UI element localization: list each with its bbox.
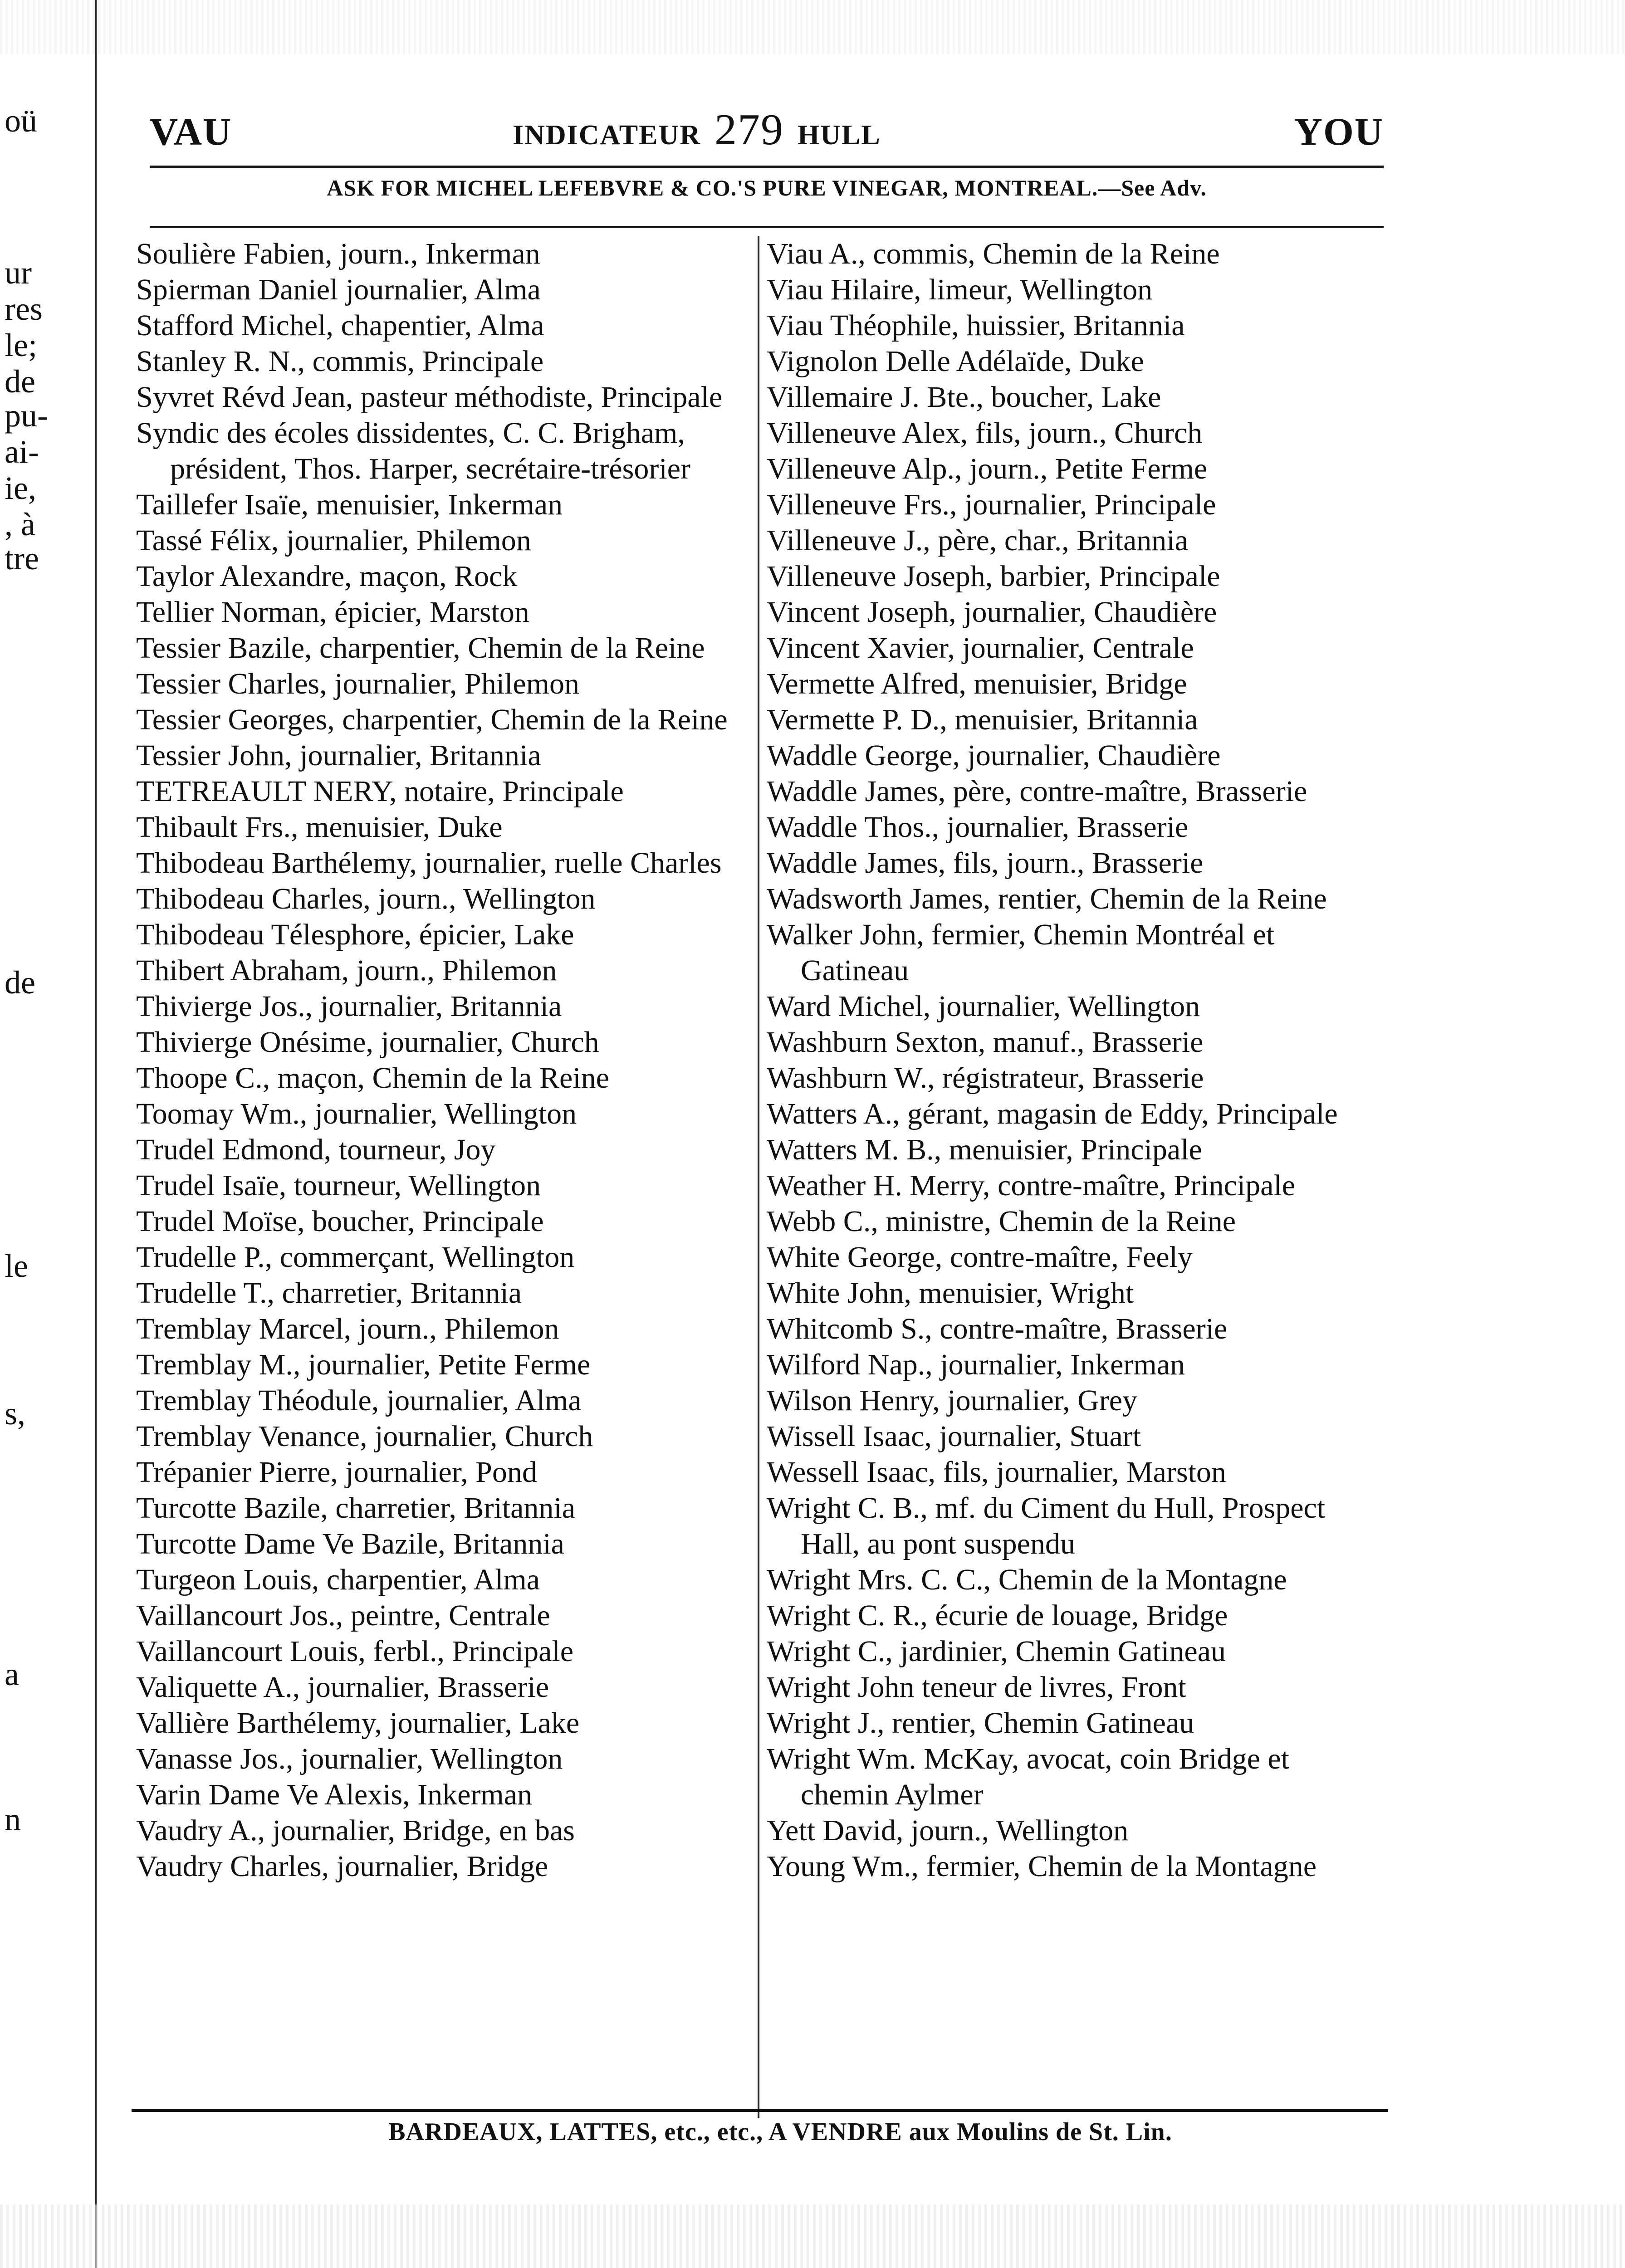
directory-entry: Tremblay M., journalier, Petite Ferme xyxy=(136,1348,591,1381)
strip-text: de xyxy=(5,964,35,1001)
directory-entry: Thibault Frs., menuisier, Duke xyxy=(136,811,503,844)
directory-entry: Vaudry Charles, journalier, Bridge xyxy=(136,1850,548,1883)
directory-entry: Thibodeau Barthélemy, journalier, ruelle Charles xyxy=(136,846,722,880)
advertisement-banner: ASK FOR MICHEL LEFEBVRE & CO.'S PURE VINEGAR, MONTREAL.—See Adv. xyxy=(327,175,1207,200)
directory-entry: Thivierge Jos., journalier, Britannia xyxy=(136,990,562,1023)
directory-entry: Vermette P. D., menuisier, Britannia xyxy=(767,703,1198,736)
strip-text: de xyxy=(5,363,35,400)
running-header xyxy=(150,100,1384,154)
strip-text: a xyxy=(5,1656,19,1692)
directory-entry: Wissell Isaac, journalier, Stuart xyxy=(767,1420,1141,1453)
directory-entry: Valiquette A., journalier, Brasserie xyxy=(136,1671,549,1704)
directory-entry: Wright John teneur de livres, Front xyxy=(767,1671,1186,1704)
directory-entry: Thivierge Onésime, journalier, Church xyxy=(136,1026,599,1059)
directory-entry: Wright J., rentier, Chemin Gatineau xyxy=(767,1706,1194,1740)
directory-entry: Trudelle P., commerçant, Wellington xyxy=(136,1241,575,1274)
directory-entry: Vanasse Jos., journalier, Wellington xyxy=(136,1742,563,1775)
footer-rule xyxy=(132,2109,1388,2112)
directory-entry: Villeneuve J., père, char., Britannia xyxy=(767,524,1188,557)
directory-entry: Vincent Joseph, journalier, Chaudière xyxy=(767,596,1217,629)
directory-entry: Tassé Félix, journalier, Philemon xyxy=(136,524,531,557)
strip-text: , à xyxy=(5,506,35,543)
directory-entry: Trudel Edmond, tourneur, Joy xyxy=(136,1133,496,1166)
directory-entry: Viau Théophile, huissier, Britannia xyxy=(767,309,1185,342)
directory-entry: Webb C., ministre, Chemin de la Reine xyxy=(767,1205,1236,1238)
directory-entry: Spierman Daniel journalier, Alma xyxy=(136,273,541,306)
directory-entry: Vaillancourt Jos., peintre, Centrale xyxy=(136,1599,550,1632)
directory-entry: Vincent Xavier, journalier, Centrale xyxy=(767,631,1194,665)
directory-entry: Varin Dame Ve Alexis, Inkerman xyxy=(136,1778,533,1811)
directory-entry: Tremblay Théodule, journalier, Alma xyxy=(136,1384,582,1417)
column-divider xyxy=(758,236,759,2118)
strip-text: ie, xyxy=(5,470,36,506)
directory-entry: Waddle George, journalier, Chaudière xyxy=(767,739,1221,772)
directory-entry: Waddle James, fils, journ., Brasserie xyxy=(767,846,1204,880)
directory-entry: Wright Wm. McKay, avocat, coin Bridge et chemin Aylmer xyxy=(767,1742,1290,1811)
directory-entry: Waddle Thos., journalier, Brasserie xyxy=(767,811,1189,844)
directory-entry: Villeneuve Joseph, barbier, Principale xyxy=(767,560,1220,593)
strip-text: ai- xyxy=(5,434,39,470)
directory-entry: Washburn Sexton, manuf., Brasserie xyxy=(767,1026,1204,1059)
header-label: INDICATEUR xyxy=(513,120,701,151)
strip-text: ur xyxy=(5,254,32,291)
directory-entry: Wadsworth James, rentier, Chemin de la Reine xyxy=(767,882,1327,915)
directory-entry: Wright Mrs. C. C., Chemin de la Montagne xyxy=(767,1563,1287,1596)
left-column xyxy=(136,236,753,1884)
banner-rule xyxy=(150,226,1384,228)
directory-entry: Taillefer Isaïe, menuisier, Inkerman xyxy=(136,488,563,521)
directory-entry: Syndic des écoles dissidentes, C. C. Brigham, président, Thos. Harper, secrétaire-trésorier xyxy=(136,416,690,485)
directory-entry: Yett David, journ., Wellington xyxy=(767,1814,1129,1847)
directory-entry: Villeneuve Alp., journ., Petite Ferme xyxy=(767,452,1208,485)
directory-entry: Weather H. Merry, contre-maître, Principale xyxy=(767,1169,1296,1202)
directory-entry: Washburn W., régistrateur, Brasserie xyxy=(767,1061,1204,1095)
directory-entry: Vaillancourt Louis, ferbl., Principale xyxy=(136,1635,574,1668)
directory-entry: Stafford Michel, chapentier, Alma xyxy=(136,309,544,342)
directory-entry: Villeneuve Alex, fils, journ., Church xyxy=(767,416,1203,450)
directory-entry: Tellier Norman, épicier, Marston xyxy=(136,596,529,629)
directory-entry: Waddle James, père, contre-maître, Brasserie xyxy=(767,775,1307,808)
strip-text: pu- xyxy=(5,397,48,434)
strip-text: oü xyxy=(5,103,37,139)
header-left-guide: VAU xyxy=(150,110,232,153)
header-city: HULL xyxy=(798,120,881,151)
directory-entry: Walker John, fermier, Chemin Montréal et Gatineau xyxy=(767,918,1275,987)
header-center xyxy=(513,104,881,155)
strip-text: s, xyxy=(5,1395,26,1432)
directory-entry: Wessell Isaac, fils, journalier, Marston xyxy=(767,1456,1226,1489)
directory-entry: Tessier Charles, journalier, Philemon xyxy=(136,667,580,700)
directory-entry: Soulière Fabien, journ., Inkerman xyxy=(136,237,540,270)
directory-entry: Villemaire J. Bte., boucher, Lake xyxy=(767,381,1161,414)
directory-entry: Young Wm., fermier, Chemin de la Montagne xyxy=(767,1850,1317,1883)
directory-entry: Tessier John, journalier, Britannia xyxy=(136,739,541,772)
directory-entry: Turcotte Dame Ve Bazile, Britannia xyxy=(136,1527,564,1560)
header-rule xyxy=(150,166,1384,168)
directory-entry: Viau A., commis, Chemin de la Reine xyxy=(767,237,1220,270)
directory-entry: Tessier Georges, charpentier, Chemin de la Reine xyxy=(136,703,728,736)
directory-entry: Taylor Alexandre, maçon, Rock xyxy=(136,560,518,593)
directory-entry: Wright C. B., mf. du Ciment du Hull, Prospect Hall, au pont suspendu xyxy=(767,1491,1326,1560)
page-number: 279 xyxy=(715,105,784,154)
directory-entry: Thibert Abraham, journ., Philemon xyxy=(136,954,557,987)
directory-entry: Watters M. B., menuisier, Principale xyxy=(767,1133,1202,1166)
directory-entry: Watters A., gérant, magasin de Eddy, Principale xyxy=(767,1097,1338,1130)
scan-edge-top xyxy=(0,0,1625,54)
directory-entry: Turgeon Louis, charpentier, Alma xyxy=(136,1563,540,1596)
right-column xyxy=(767,236,1384,1884)
strip-text: le xyxy=(5,1248,28,1284)
strip-text: tre xyxy=(5,540,39,577)
directory-entry: Viau Hilaire, limeur, Wellington xyxy=(767,273,1153,306)
directory-entry: White George, contre-maître, Feely xyxy=(767,1241,1193,1274)
footer-advertisement: BARDEAUX, LATTES, etc., etc., A VENDRE aux Moulins de St. Lin. xyxy=(388,2118,1172,2146)
directory-entry: Turcotte Bazile, charretier, Britannia xyxy=(136,1491,576,1525)
directory-entry: Wilson Henry, journalier, Grey xyxy=(767,1384,1138,1417)
directory-entry: Trudel Moïse, boucher, Principale xyxy=(136,1205,544,1238)
directory-entry: Ward Michel, journalier, Wellington xyxy=(767,990,1200,1023)
strip-text: res xyxy=(5,291,43,327)
directory-entry: Villeneuve Frs., journalier, Principale xyxy=(767,488,1216,521)
directory-entry: Whitcomb S., contre-maître, Brasserie xyxy=(767,1312,1228,1345)
directory-columns xyxy=(136,236,1388,2100)
directory-entry: Vignolon Delle Adélaïde, Duke xyxy=(767,345,1144,378)
directory-entry: Syvret Révd Jean, pasteur méthodiste, Principale xyxy=(136,381,723,414)
scan-edge-bottom xyxy=(0,2204,1625,2268)
directory-entry: Thibodeau Télesphore, épicier, Lake xyxy=(136,918,574,951)
directory-entry: Tessier Bazile, charpentier, Chemin de la Reine xyxy=(136,631,705,665)
strip-text: n xyxy=(5,1801,21,1838)
directory-entry: Vaudry A., journalier, Bridge, en bas xyxy=(136,1814,575,1847)
directory-entry: Wright C., jardinier, Chemin Gatineau xyxy=(767,1635,1226,1668)
directory-entry: Thibodeau Charles, journ., Wellington xyxy=(136,882,596,915)
directory-entry: Trépanier Pierre, journalier, Pond xyxy=(136,1456,537,1489)
directory-entry: Toomay Wm., journalier, Wellington xyxy=(136,1097,577,1130)
directory-entry: Trudel Isaïe, tourneur, Wellington xyxy=(136,1169,541,1202)
header-right-guide: YOU xyxy=(1294,110,1384,153)
directory-entry: Tremblay Marcel, journ., Philemon xyxy=(136,1312,559,1345)
directory-entry: Tremblay Venance, journalier, Church xyxy=(136,1420,593,1453)
directory-entry: Wright C. R., écurie de louage, Bridge xyxy=(767,1599,1228,1632)
directory-entry: TETREAULT NERY, notaire, Principale xyxy=(136,775,624,808)
strip-text: le; xyxy=(5,327,37,363)
directory-entry: Thoope C., maçon, Chemin de la Reine xyxy=(136,1061,609,1095)
directory-entry: Vallière Barthélemy, journalier, Lake xyxy=(136,1706,580,1740)
directory-entry: White John, menuisier, Wright xyxy=(767,1276,1134,1310)
directory-entry: Wilford Nap., journalier, Inkerman xyxy=(767,1348,1185,1381)
directory-entry: Trudelle T., charretier, Britannia xyxy=(136,1276,522,1310)
directory-entry: Stanley R. N., commis, Principale xyxy=(136,345,544,378)
adjacent-page-strip xyxy=(0,0,97,2268)
directory-entry: Vermette Alfred, menuisier, Bridge xyxy=(767,667,1187,700)
